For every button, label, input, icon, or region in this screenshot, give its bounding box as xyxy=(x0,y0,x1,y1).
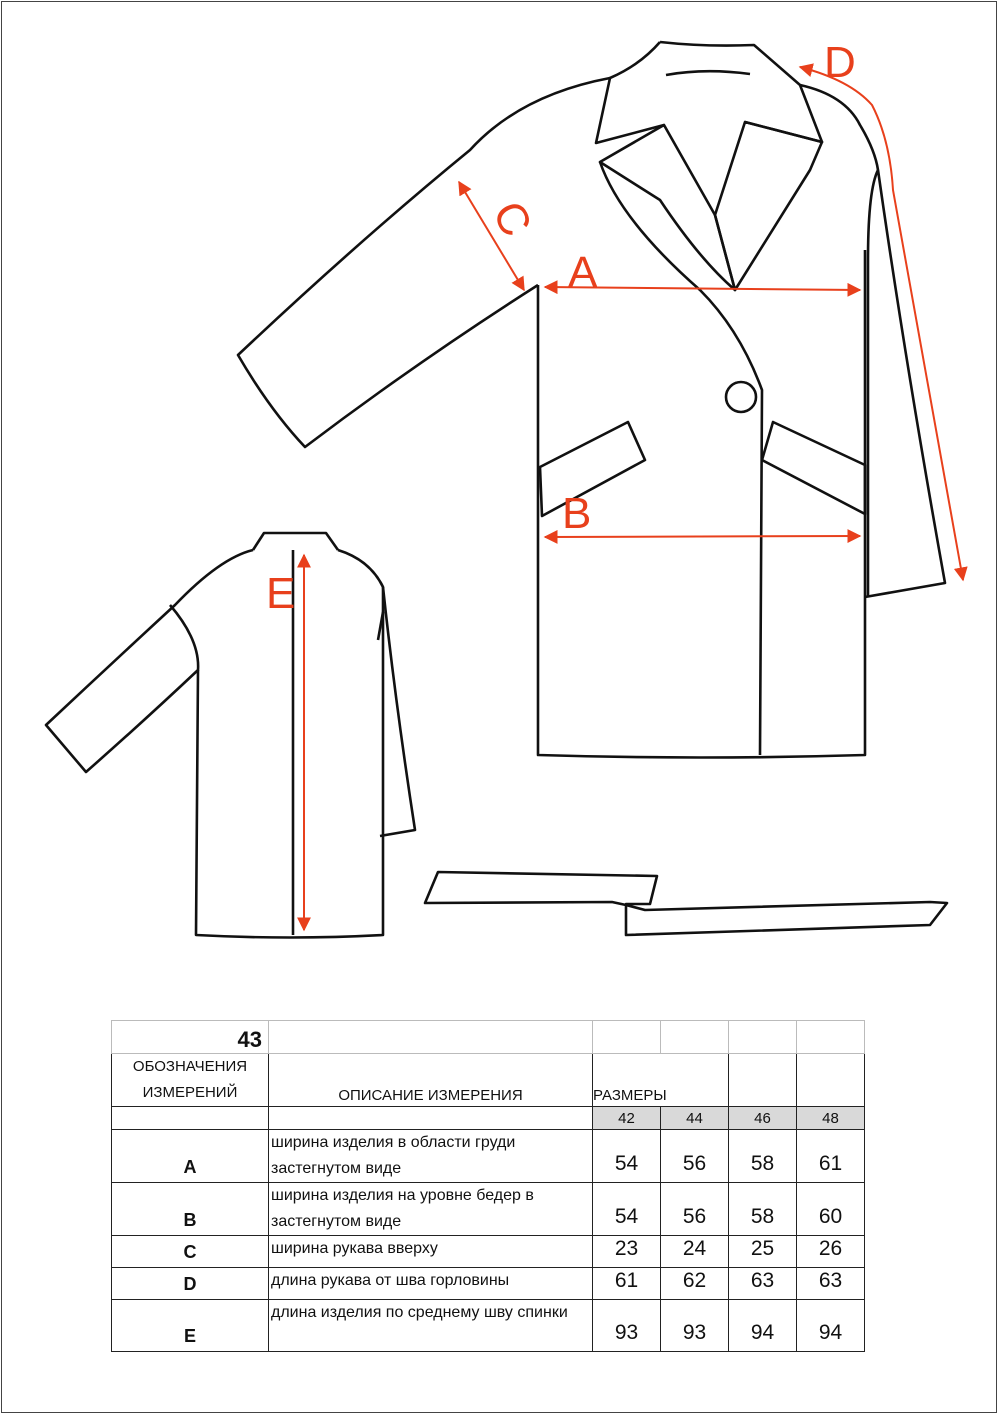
row-description: длина изделия по среднему шву спинки xyxy=(269,1300,593,1352)
right-lapel xyxy=(715,122,822,290)
front-edge xyxy=(600,162,762,755)
row-description: ширина рукава вверху xyxy=(269,1236,593,1268)
table-row xyxy=(112,1183,865,1236)
size-42: 42 xyxy=(593,1107,661,1130)
arrow-b xyxy=(545,536,860,537)
label-d: D xyxy=(824,38,856,87)
size-48: 48 xyxy=(797,1107,865,1130)
row-value: 54 xyxy=(593,1183,661,1236)
row-value: 24 xyxy=(661,1236,729,1268)
row-value: 58 xyxy=(729,1130,797,1183)
right-sleeve xyxy=(800,85,945,597)
left-pocket xyxy=(540,422,645,516)
row-code: A xyxy=(112,1130,269,1183)
arrow-c xyxy=(459,182,524,290)
label-e: E xyxy=(266,569,296,618)
button xyxy=(726,382,756,412)
row-value: 94 xyxy=(797,1300,865,1352)
back-shoulders xyxy=(46,550,415,836)
right-sleeve-inner xyxy=(868,170,878,597)
header-row xyxy=(112,1054,865,1107)
label-b: B xyxy=(562,489,592,538)
arrow-d xyxy=(800,67,963,580)
row-value: 94 xyxy=(729,1300,797,1352)
row-description: длина рукава от шва горловины xyxy=(269,1268,593,1300)
sizes-header: РАЗМЕРЫ xyxy=(593,1054,729,1107)
row-value: 93 xyxy=(593,1300,661,1352)
neck-seam xyxy=(666,71,750,75)
title-row xyxy=(112,1021,865,1054)
row-value: 56 xyxy=(661,1130,729,1183)
table-row xyxy=(112,1236,865,1268)
row-value: 63 xyxy=(797,1268,865,1300)
row-description: ширина изделия на уровне бедер в застегнутом виде xyxy=(269,1183,593,1236)
row-value: 58 xyxy=(729,1183,797,1236)
row-value: 56 xyxy=(661,1183,729,1236)
measurements-table xyxy=(111,1020,865,1352)
size-46: 46 xyxy=(729,1107,797,1130)
row-code: D xyxy=(112,1268,269,1300)
row-description: ширина изделия в области груди застегнутом виде xyxy=(269,1130,593,1183)
size-numbers-row xyxy=(112,1107,865,1130)
coat-front xyxy=(238,42,945,758)
row-value: 63 xyxy=(729,1268,797,1300)
row-value: 60 xyxy=(797,1183,865,1236)
row-value: 25 xyxy=(729,1236,797,1268)
row-code: B xyxy=(112,1183,269,1236)
row-value: 23 xyxy=(593,1236,661,1268)
description-header: ОПИСАНИЕ ИЗМЕРЕНИЯ xyxy=(269,1054,593,1107)
code-header: ОБОЗНАЧЕНИЯ ИЗМЕРЕНИЙ xyxy=(112,1054,269,1107)
row-value: 54 xyxy=(593,1130,661,1183)
back-collar xyxy=(253,533,338,550)
table-row xyxy=(112,1268,865,1300)
belt xyxy=(425,872,947,935)
row-value: 26 xyxy=(797,1236,865,1268)
coat-back xyxy=(46,533,415,938)
table-title: 43 xyxy=(112,1021,269,1054)
row-value: 61 xyxy=(797,1130,865,1183)
label-a: A xyxy=(568,248,598,297)
left-lapel xyxy=(600,125,735,290)
row-value: 61 xyxy=(593,1268,661,1300)
back-body xyxy=(196,587,383,938)
row-value: 62 xyxy=(661,1268,729,1300)
size-44: 44 xyxy=(661,1107,729,1130)
row-value: 93 xyxy=(661,1300,729,1352)
table-row xyxy=(112,1130,865,1183)
row-code: C xyxy=(112,1236,269,1268)
row-code: E xyxy=(112,1300,269,1352)
table-row xyxy=(112,1300,865,1352)
right-pocket xyxy=(762,422,865,514)
label-c: C xyxy=(482,193,542,245)
collar-band-left xyxy=(596,42,664,143)
collar-band-right xyxy=(660,42,822,142)
left-sleeve xyxy=(238,78,610,447)
